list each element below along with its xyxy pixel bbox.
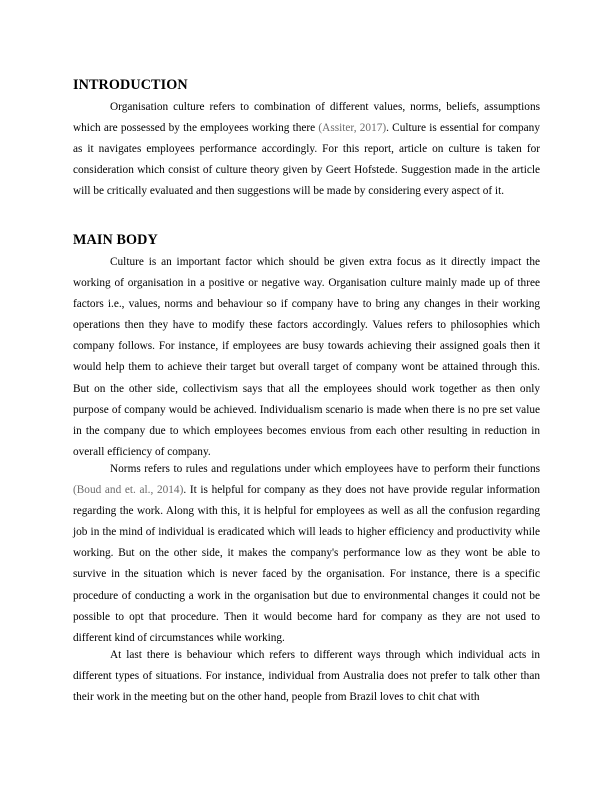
paragraph-text: . It is helpful for company as they does not have provide regular information regarding the work. Along with this, it is helpful for employees as well as all the confusion regarding job in the mind of individual is eradicated which will leads to higher efficiency and productivity while working. But on the other side, it makes the company's performance low as they wont be able to survive in the situation which is never faced by the organisation. For instance, there is a specific procedure of conducting a work in the organisation but due to environmental changes it could not be possible to opt that procedure. Then it would become hard for company as they are not used to different kind of circumstances while working. [73, 484, 541, 644]
main-body-paragraph-norms [73, 459, 540, 649]
main-body-paragraph-values: Culture is an important factor which should be given extra focus as it directly impact the working of organisation in a positive or negative way. Organisation culture mainly made up of three factors i.e., values, norms and behaviour so if company have to bring any changes in their working operations then they have to modify these factors accordingly. Values refers to philosophies which company follows. For instance, if employees are busy towards achieving their assigned goals then it would help them to achieve their target but overall target of company wont be attained through this. But on the other side, collectivism says that all the employees should work together as then only purpose of company would be achieved. Individualism scenario is made when there is no pre set value in the company due to which employees becomes envious from each other resulting in reduction in overall efficiency of company. [73, 256, 540, 458]
introduction-heading: INTRODUCTION [73, 77, 188, 93]
main-body-paragraph-behaviour: At last there is behaviour which refers to different ways through which individual acts in different types of situations. For instance, individual from Australia does not prefer to talk other than their work in the meeting but on the other hand, people from Brazil loves to chit chat with [73, 649, 540, 704]
paragraph-text: Organisation culture refers to combination of different values, norms, beliefs, assumptions which are possessed by the employees working there [73, 101, 540, 135]
citation: (Assiter, 2017) [318, 122, 387, 135]
main-body-heading: MAIN BODY [73, 232, 158, 248]
citation: (Boud and et. al., 2014) [73, 484, 184, 497]
paragraph-text: . Culture is essential for company as it navigates employees performance accordingly. For this report, article on culture is taken for consideration which consist of culture theory given by Geert Hofstede. Suggestion made in the article will be critically evaluated and then suggestions will be made by considering every aspect of it. [73, 122, 540, 198]
paragraph-text: Norms refers to rules and regulations under which employees have to perform their functions [110, 463, 540, 475]
introduction-paragraph [73, 97, 540, 202]
